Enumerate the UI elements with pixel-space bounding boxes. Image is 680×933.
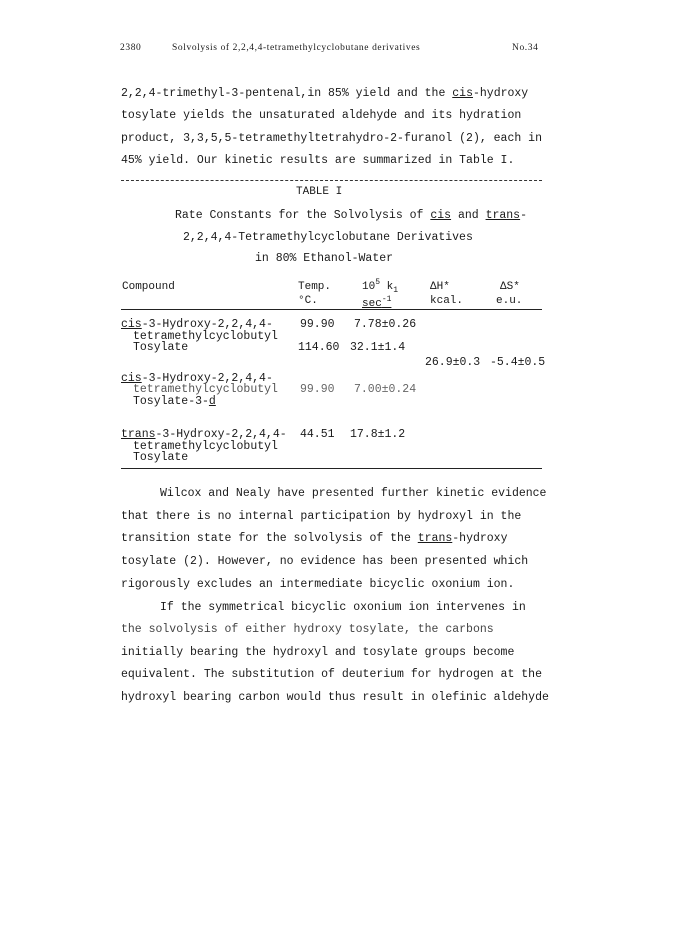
body-p1-line-2: that there is no internal participation by hydroxyl in the [121, 510, 522, 523]
table-row-1-dh: 26.9±0.3 [425, 356, 481, 369]
table-caption-line-1: Rate Constants for the Solvolysis of cis and trans- [175, 209, 527, 222]
table-row-1-compound-1: cis-3-Hydroxy-2,2,4,4- [121, 318, 273, 331]
body-p1-line-1: Wilcox and Nealy have presented further kinetic evidence [160, 487, 547, 500]
table-row-2-compound-3: Tosylate-3-d [133, 395, 216, 408]
col-header-temp-unit: °C. [298, 295, 318, 307]
body-p1-line-3: transition state for the solvolysis of the trans-hydroxy [121, 532, 508, 545]
table-bottom-rule [121, 468, 542, 469]
table-caption-line-2: 2,2,4,4-Tetramethylcyclobutane Derivatives [183, 231, 473, 244]
col-header-dh-unit: kcal. [430, 295, 464, 307]
page-number: 2380 [120, 43, 142, 53]
intro-line-3: product, 3,3,5,5-tetramethyltetrahydro-2-furanol (2), each in [121, 132, 542, 145]
col-header-ds-unit: e.u. [496, 295, 523, 307]
intro-line-2: tosylate yields the unsaturated aldehyde and its hydration [121, 109, 522, 122]
body-p1-line-4: tosylate (2). However, no evidence has been presented which [121, 555, 529, 568]
table-row-1-compound-2: tetramethylcyclobutyl [133, 330, 278, 343]
table-header-rule [121, 309, 542, 310]
table-row-1-temp-b: 114.60 [298, 341, 340, 354]
table-row-1-ds: -5.4±0.5 [490, 356, 546, 369]
body-p1-line-5: rigorously excludes an intermediate bicyclic oxonium ion. [121, 578, 515, 591]
table-row-2-compound-1: cis-3-Hydroxy-2,2,4,4- [121, 372, 273, 385]
table-caption-line-3: in 80% Ethanol-Water [255, 252, 394, 265]
issue-number: No.34 [512, 43, 539, 53]
col-header-rate-unit: $\sec^{-1}$ [362, 295, 392, 310]
table-row-1-rate-b: 32.1±1.4 [350, 341, 406, 354]
table-row-2-compound-2: tetramethylcyclobutyl [133, 383, 278, 396]
table-top-rule [121, 180, 542, 181]
table-row-3-compound-3: Tosylate [133, 451, 189, 464]
body-p2-line-2: the solvolysis of either hydroxy tosylate, the carbons [121, 623, 494, 636]
table-row-3-rate: 17.8±1.2 [350, 428, 406, 441]
table-row-3-temp: 44.51 [300, 428, 335, 441]
col-header-ds: ΔS* [500, 281, 520, 293]
running-title: Solvolysis of 2,2,4,4-tetramethylcyclobutane derivatives [172, 43, 421, 53]
table-row-2-temp: 99.90 [300, 383, 335, 396]
body-p2-line-4: equivalent. The substitution of deuterium for hydrogen at the [121, 668, 542, 681]
col-header-dh: ΔH* [430, 281, 450, 293]
body-p2-line-1: If the symmetrical bicyclic oxonium ion intervenes in [160, 601, 526, 614]
col-header-temp: Temp. [298, 281, 332, 293]
intro-line-1: 2,2,4-trimethyl-3-pentenal,in 85% yield and the cis-hydroxy [121, 87, 529, 100]
body-p2-line-3: initially bearing the hydroxyl and tosylate groups become [121, 646, 515, 659]
col-header-compound: Compound [122, 281, 175, 293]
body-p2-line-5: hydroxyl bearing carbon would thus result in olefinic aldehyde [121, 691, 549, 704]
col-header-rate: $10^5$ $k_1$ [362, 278, 399, 295]
table-row-2-rate: 7.00±0.24 [354, 383, 417, 396]
table-label: TABLE I [296, 186, 343, 198]
table-row-1-temp: 99.90 [300, 318, 335, 331]
table-row-1-compound-3: Tosylate [133, 341, 189, 354]
table-row-3-compound-1: trans-3-Hydroxy-2,2,4,4- [121, 428, 287, 441]
table-row-3-compound-2: tetramethylcyclobutyl [133, 440, 278, 453]
table-row-1-rate: 7.78±0.26 [354, 318, 417, 331]
intro-line-4: 45% yield. Our kinetic results are summarized in Table I. [121, 154, 515, 167]
